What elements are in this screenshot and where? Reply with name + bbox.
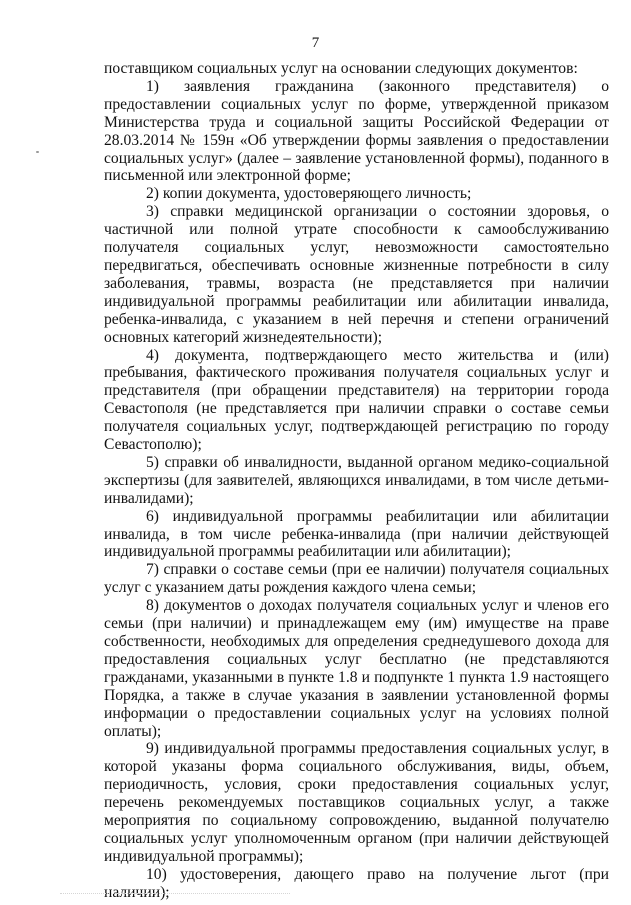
- list-item-2: 2) копии документа, удостоверяющего личность;: [146, 185, 472, 203]
- list-item-7: 7) справки о составе семьи (при ее наличии) получателя социальных услуг с указанием даты рождения каждого члена семьи;: [104, 561, 609, 597]
- scan-artifact-line: [60, 893, 290, 897]
- list-item-1: 1) заявления гражданина (законного представителя) о предоставлении социальных услуг по форме, утвержденной приказом Министерства труда и социальной защиты Российской Федерации от 28.03.2014 № 159н «Об утверждении формы заявления о предоставлении социальных услуг» (далее – заявление установленной формы), поданного в письменной или электронной форме;: [104, 77, 609, 185]
- list-item-10: 10) удостоверения, дающего право на получение льгот (при наличии);: [104, 865, 609, 901]
- list-item-5: 5) справки об инвалидности, выданной органом медико-социальной экспертизы (для заявителей, являющихся инвалидами, в том числе детьми-инвалидами);: [104, 453, 609, 507]
- scan-speck: [36, 151, 39, 153]
- list-item-4: 4) документа, подтверждающего место жительства и (или) пребывания, фактического проживания получателя социальных услуг и представителя (при обращении представителя) на территории города Севастополя (не представляется при наличии справки о составе семьи получателя социальных услуг, подтверждающей регистрацию по городу Севастополю);: [104, 346, 609, 454]
- document-body: [104, 60, 609, 902]
- intro-paragraph: поставщиком социальных услуг на основании следующих документов:: [104, 60, 578, 77]
- page-number: 7: [311, 35, 320, 51]
- list-item-3: 3) справки медицинской организации о состоянии здоровья, о частичной или полной утрате способности к самообслуживанию получателя социальных услуг, невозможности самостоятельно передвигаться, обеспечивать основные жизненные потребности в силу заболевания, травмы, возраста (не представляется при наличии индивидуальной программы реабилитации или абилитации инвалида, ребенка-инвалида, с указанием в ней перечня и степени ограничений основных категорий жизнедеятельности);: [104, 203, 609, 346]
- list-item-9: 9) индивидуальной программы предоставления социальных услуг, в которой указаны форма социального обслуживания, виды, объем, периодичность, условия, сроки предоставления социальных услуг, перечень рекомендуемых поставщиков социальных услуг, а также мероприятия по социальному сопровождению, выданной получателю социальных услуг уполномоченным органом (при наличии действующей индивидуальной программы);: [104, 740, 609, 865]
- list-item-6: 6) индивидуальной программы реабилитации или абилитации инвалида, в том числе ребенка-инвалида (при наличии действующей индивидуальной программы реабилитации или абилитации);: [104, 507, 609, 561]
- list-item-8: 8) документов о доходах получателя социальных услуг и членов его семьи (при наличии) и принадлежащем ему (им) имуществе на праве собственности, необходимых для определения среднедушевого дохода для предоставления социальных услуг бесплатно (не представляются гражданами, указанными в пункте 1.8 и подпункте 1 пункта 1.9 настоящего Порядка, а также в случае указания в заявлении установленной формы информации о предоставлении социальных услуг на условиях полной оплаты);: [104, 597, 609, 740]
